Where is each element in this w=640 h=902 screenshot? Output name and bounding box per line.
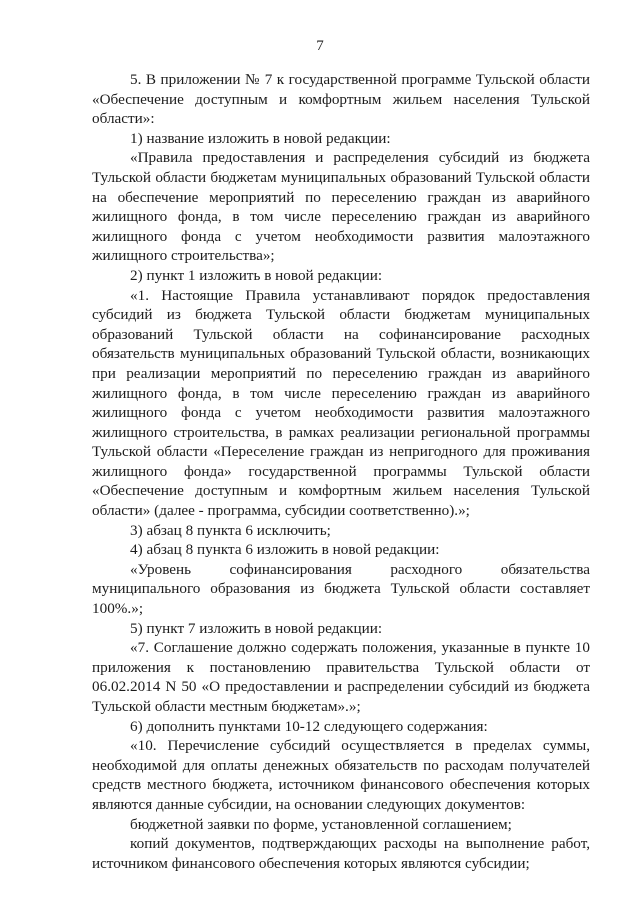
paragraph: копий документов, подтверждающих расходы на выполнение работ, источником финансового обеспечения которых являются субсидии; — [92, 835, 590, 872]
paragraph: «7. Соглашение должно содержать положения, указанные в пункте 10 приложения к постановлению правительства Тульской области от 06.02.2014 N 50 «О предоставлении и распределении субсидий из бюджета Тульской области местным бюджетам».»; — [92, 639, 590, 715]
document-body — [92, 70, 590, 873]
paragraph: 5) пункт 7 изложить в новой редакции: — [130, 619, 383, 637]
page-number: 7 — [316, 38, 324, 54]
paragraph: 6) дополнить пунктами 10-12 следующего содержания: — [130, 717, 488, 735]
paragraph: 2) пункт 1 изложить в новой редакции: — [130, 266, 383, 284]
paragraph: «1. Настоящие Правила устанавливают порядок предоставления субсидий из бюджета Тульской области бюджетам муниципальных образований Тульской области на софинансирование расходных обязательств муниципальных образований Тульской области, возникающих при реализации мероприятий по переселению граждан из аварийного жилищного фонда, в том числе переселению граждан из аварийного жилищного фонда с учетом необходимости развития малоэтажного жилищного строительства, в рамках реализации региональной программы Тульской области «Переселение граждан из непригодного для проживания жилищного фонда» государственной программы Тульской области «Обеспечение доступным и комфортным жильем населения Тульской области» (далее - программа, субсидии соответственно).»; — [92, 286, 590, 520]
paragraph: 4) абзац 8 пункта 6 изложить в новой редакции: — [130, 541, 440, 559]
paragraph: 3) абзац 8 пункта 6 исключить; — [130, 521, 331, 539]
paragraph: 1) название изложить в новой редакции: — [130, 129, 391, 147]
paragraph: бюджетной заявки по форме, установленной соглашением; — [130, 815, 512, 833]
paragraph: «10. Перечисление субсидий осуществляется в пределах суммы, необходимой для оплаты денежных обязательств по расходам получателей средств местного бюджета, источником финансового обеспечения которых являются данные субсидии, на основании следующих документов: — [92, 737, 590, 813]
paragraph: 5. В приложении № 7 к государственной программе Тульской области «Обеспечение доступным и комфортным жильем населения Тульской области»: — [92, 71, 590, 128]
paragraph: «Уровень софинансирования расходного обязательства муниципального образования из бюджета Тульской области составляет 100%.»; — [92, 560, 590, 618]
paragraph: «Правила предоставления и распределения субсидий из бюджета Тульской области бюджетам муниципальных образований Тульской области на обеспечение мероприятий по переселению граждан из аварийного жилищного фонда, в том числе переселению граждан из аварийного жилищного фонда с учетом необходимости развития малоэтажного жилищного строительства»; — [92, 149, 590, 265]
